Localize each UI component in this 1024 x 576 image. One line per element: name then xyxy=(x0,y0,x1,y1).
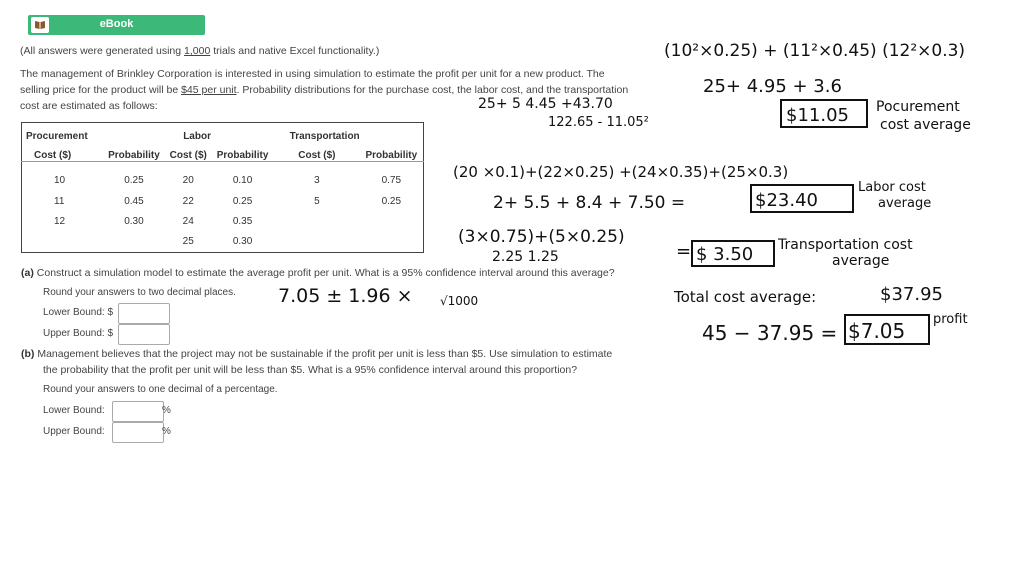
part-a-lower-label: Lower Bound: $ xyxy=(43,307,114,318)
labor-formula: (20 ×0.1)+(22×0.25) +(24×0.35)+(25×0.3) xyxy=(453,163,789,181)
part-a-round-note: Round your answers to two decimal places. xyxy=(43,287,236,298)
procurement-label-1: Pocurement xyxy=(876,99,960,115)
col-header: Cost ($) xyxy=(169,150,207,162)
labor-label-1: Labor cost xyxy=(858,180,926,195)
procurement-result: $11.05 xyxy=(786,105,849,126)
col-header: Cost ($) xyxy=(298,150,336,162)
transport-label-2: average xyxy=(832,253,890,269)
labor-terms: 2+ 5.5 + 8.4 + 7.50 = xyxy=(493,193,686,213)
part-b-question-line2: the probability that the profit per unit will be less than $5. What is a 95% confidence interval around this proportion? xyxy=(43,364,578,376)
sum-note-2: 122.65 - 11.05² xyxy=(548,115,649,130)
table-row: 25 0.30 xyxy=(182,236,253,248)
ebook-label: eBook xyxy=(99,18,134,30)
transport-result: $ 3.50 xyxy=(696,244,754,265)
table-row: 10 0.25 20 0.10 3 0.75 xyxy=(54,175,402,187)
trials-note: (All answers were generated using 1,000 trials and native Excel functionality.) xyxy=(20,45,380,57)
part-b-round-note: Round your answers to one decimal of a percentage. xyxy=(43,384,278,395)
procurement-formula: (10²×0.25) + (11²×0.45) (12²×0.3) xyxy=(664,41,966,61)
procurement-label-2: cost average xyxy=(880,117,971,133)
trials-count: 1,000 xyxy=(184,45,211,57)
percent-sign: % xyxy=(162,426,171,437)
problem-intro: The management of Brinkley Corporation is interested in using simulation to estimate the profit per unit for a new product. The selling price for the product will be $45 per unit. Probability distributions for the purchase cost, the labor cost, and the transportation cost are estimated as follows: xyxy=(20,68,629,112)
profit-label: profit xyxy=(933,312,968,327)
col-header: Cost ($) xyxy=(34,150,72,162)
group-header-procurement: Procurement xyxy=(26,131,88,143)
total-cost-value: $37.95 xyxy=(880,284,943,305)
sum-note-1: 25+ 5 4.45 +43.70 xyxy=(478,96,613,112)
profit-result: $7.05 xyxy=(848,319,906,343)
part-a-upper-label: Upper Bound: $ xyxy=(43,328,114,339)
part-b-question: (b) Management believes that the project may not be sustainable if the profit per unit is less than $5. Use simulation to estimate xyxy=(21,348,613,360)
labor-label-2: average xyxy=(878,196,932,211)
group-header-labor: Labor xyxy=(183,131,211,143)
table-row: 11 0.45 22 0.25 5 0.25 xyxy=(54,195,402,207)
total-cost-label: Total cost average: xyxy=(674,288,817,306)
confidence-interval-formula: 7.05 ± 1.96 × xyxy=(278,285,413,307)
col-header: Probability xyxy=(365,150,418,162)
part-a-question: (a) Construct a simulation model to estimate the average profit per unit. What is a 95% confidence interval around this average? xyxy=(21,267,615,279)
transport-terms: 2.25 1.25 xyxy=(492,249,559,265)
transport-label-1: Transportation cost xyxy=(778,237,913,253)
percent-sign: % xyxy=(162,405,171,416)
profit-formula: 45 − 37.95 = xyxy=(702,321,838,345)
procurement-terms: 25+ 4.95 + 3.6 xyxy=(703,76,842,97)
transport-formula: (3×0.75)+(5×0.25) xyxy=(458,227,625,247)
equals-sign: = xyxy=(676,241,692,262)
part-b-lower-label: Lower Bound: xyxy=(43,405,105,416)
part-b-upper-label: Upper Bound: xyxy=(43,426,105,437)
labor-result: $23.40 xyxy=(755,190,818,211)
col-header: Probability xyxy=(108,150,160,162)
col-header: Probability xyxy=(216,150,269,162)
sqrt-1000: √1000 xyxy=(440,294,479,308)
table-row: 12 0.30 24 0.35 xyxy=(54,215,253,227)
group-header-transportation: Transportation xyxy=(289,131,360,143)
selling-price: $45 per unit xyxy=(181,84,237,96)
